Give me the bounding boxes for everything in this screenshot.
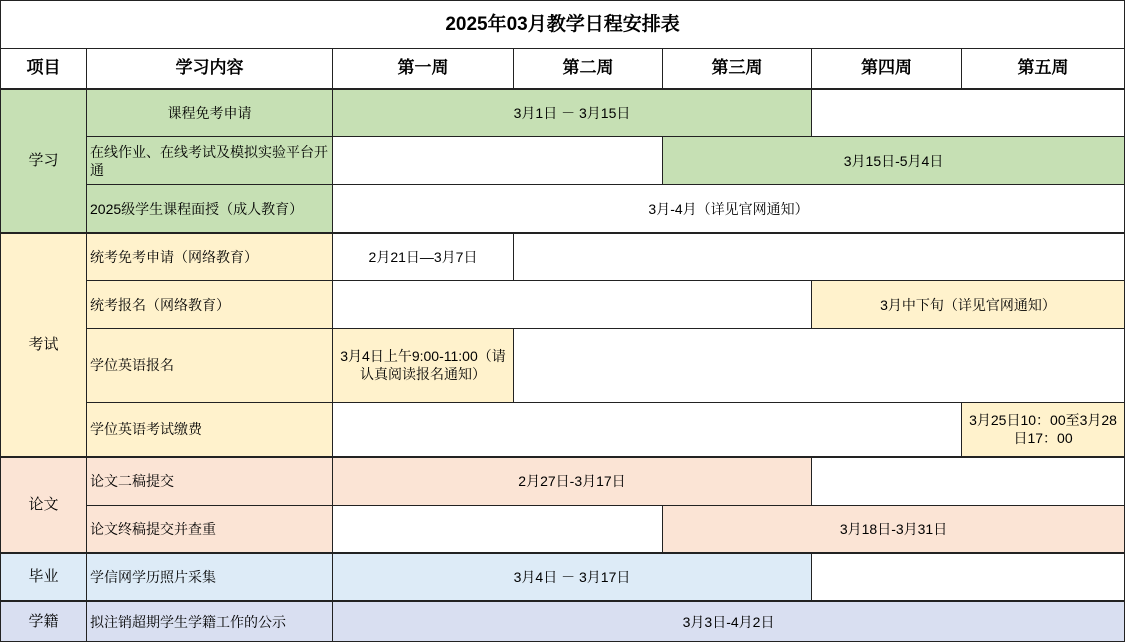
table-row bbox=[1, 402, 1125, 457]
empty-cell bbox=[333, 137, 663, 185]
period-cell: 3月3日-4月2日 bbox=[333, 601, 1125, 641]
content-cell: 论文终稿提交并查重 bbox=[87, 505, 333, 553]
period-cell: 3月4日 － 3月17日 bbox=[333, 553, 812, 601]
header-week5: 第五周 bbox=[962, 49, 1125, 89]
empty-cell bbox=[333, 402, 962, 457]
table-row bbox=[1, 505, 1125, 553]
table-row bbox=[1, 137, 1125, 185]
header-week1: 第一周 bbox=[333, 49, 514, 89]
category-exam: 考试 bbox=[1, 233, 87, 457]
period-cell: 3月1日 － 3月15日 bbox=[333, 89, 812, 137]
empty-cell bbox=[333, 505, 663, 553]
content-cell: 在线作业、在线考试及模拟实验平台开通 bbox=[87, 137, 333, 185]
table-row bbox=[1, 553, 1125, 601]
content-cell: 2025级学生课程面授（成人教育） bbox=[87, 185, 333, 233]
empty-cell bbox=[812, 457, 1125, 505]
header-week3: 第三周 bbox=[663, 49, 812, 89]
content-cell: 课程免考申请 bbox=[87, 89, 333, 137]
table-row bbox=[1, 601, 1125, 641]
header-week4: 第四周 bbox=[812, 49, 962, 89]
empty-cell bbox=[812, 553, 1125, 601]
category-study: 学习 bbox=[1, 89, 87, 233]
header-category: 项目 bbox=[1, 49, 87, 89]
header-content: 学习内容 bbox=[87, 49, 333, 89]
content-cell: 学信网学历照片采集 bbox=[87, 553, 333, 601]
empty-cell bbox=[514, 329, 1125, 402]
content-cell: 论文二稿提交 bbox=[87, 457, 333, 505]
header-week2: 第二周 bbox=[514, 49, 663, 89]
table-row bbox=[1, 89, 1125, 137]
period-cell: 3月4日上午9:00-11:00（请认真阅读报名通知） bbox=[333, 329, 514, 402]
period-cell: 3月中下旬（详见官网通知） bbox=[812, 281, 1125, 329]
period-cell: 2月21日—3月7日 bbox=[333, 233, 514, 281]
category-thesis: 论文 bbox=[1, 457, 87, 553]
content-cell: 统考免考申请（网络教育） bbox=[87, 233, 333, 281]
content-cell: 统考报名（网络教育） bbox=[87, 281, 333, 329]
content-cell: 学位英语考试缴费 bbox=[87, 402, 333, 457]
table-row bbox=[1, 233, 1125, 281]
period-cell: 3月25日10：00至3月28日17：00 bbox=[962, 402, 1125, 457]
empty-cell bbox=[514, 233, 1125, 281]
content-cell: 拟注销超期学生学籍工作的公示 bbox=[87, 601, 333, 641]
category-status: 学籍 bbox=[1, 601, 87, 641]
table-row bbox=[1, 185, 1125, 233]
table-row bbox=[1, 457, 1125, 505]
empty-cell bbox=[333, 281, 812, 329]
table-row bbox=[1, 281, 1125, 329]
category-graduation: 毕业 bbox=[1, 553, 87, 601]
empty-cell bbox=[812, 89, 1125, 137]
period-cell: 3月-4月（详见官网通知） bbox=[333, 185, 1125, 233]
table-title: 2025年03月教学日程安排表 bbox=[1, 1, 1125, 49]
period-cell: 2月27日-3月17日 bbox=[333, 457, 812, 505]
period-cell: 3月15日-5月4日 bbox=[663, 137, 1125, 185]
content-cell: 学位英语报名 bbox=[87, 329, 333, 402]
period-cell: 3月18日-3月31日 bbox=[663, 505, 1125, 553]
table-row bbox=[1, 329, 1125, 402]
